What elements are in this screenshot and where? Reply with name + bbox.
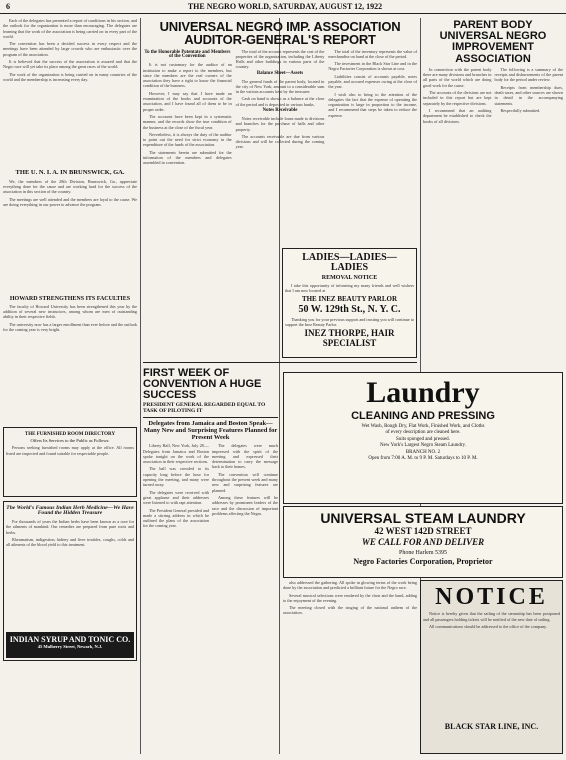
- masthead: [0, 0, 566, 14]
- article-body: Each of the delegates has presented a report of conditions in his section, and the outlook for the organization is more than encouraging. The delegates are learning that the work of the association is being carried on in every part of the world. The convention has been a decided success in every respect and the meetings have been attended by large crowds who are enthusiastic over the program of the association. It is believed that the success of the association is assured and that the Negro race will yet take its place among the great races of the world. The work of the organization is being carried on in many countries of the world and the membership is increasing every day.: [3, 18, 137, 82]
- article-body: The delegates were much impressed with the spirit of the meeting and expressed their determination to carry the message back to their homes. The convention will continue throughout the present week and many new and surprising features are planned. Among these features will be addresses by prominent leaders of the race and the discussion of important problems affecting the Negro.: [212, 443, 278, 516]
- laundry-line: Wet Wash, Rough Dry, Flat Work, Finished Work, and Cloths: [361, 423, 485, 429]
- furnished-room-title: THE FURNISHED ROOM DIRECTORY: [24, 431, 116, 437]
- ad-company: INDIAN SYRUP AND TONIC CO.: [9, 634, 131, 644]
- article-body: It is not customary for the auditor of an institution to make a report to the members, but since the members are the real owners of the association they have a right to know the financial condition of the business. However, I may say that I have made an examination of the books and accounts of the association, and I have found all of them to be in proper order. The accounts have been kept in a systematic manner, and the records show the true condition of the business at the close of the fiscal year. Nevertheless, it is always the duty of the auditor to point out the need for strict economy in the expenditure of the funds of the association. The statements herein are submitted for the information of the members and delegates assembled in convention.: [143, 62, 232, 166]
- article-body: We, the members of the 28th Division, Brunswick, Ga., appreciate everything done for the cause and are working hard for the success of the association in this section of the country. The meetings are well attended and the members are loyal to the cause. We are doing everything in our power to advance the program.: [3, 178, 137, 207]
- notice-body: Notice is hereby given that the sailing of the steamship has been postponed and all passengers holding tickets will be notified of the new date of sailing. All communications should be addressed to the office of the company.: [423, 611, 560, 630]
- article-body: The following is a summary of the receipts and disbursements of the parent body for the period under review. Receipts from membership dues, death taxes, and other sources are shown in detail in the accompanying statements. Respectfully submitted.: [494, 66, 563, 113]
- notice-company: BLACK STAR LINE, INC.: [444, 722, 539, 732]
- column-rule: [140, 18, 141, 754]
- ad-body: For thousands of years the Indian herbs have been known as a cure for the ailments of mankind. Our remedies are prepared from pure roots and herbs. Rheumatism, indigestion, kidney and liver troubles, coughs, colds and all ailments of the blood yield to this treatment.: [6, 519, 134, 548]
- auditor-subhead: To the Honorable Potentate and Members of the Convention: [144, 49, 231, 60]
- masthead-title: THE NEGRO WORLD, SATURDAY, AUGUST 12, 1922: [187, 2, 383, 11]
- ladies-address: 50 W. 129th St., N. Y. C.: [298, 303, 401, 315]
- indian-herb-ad: [3, 501, 137, 661]
- furnished-room-box: [3, 427, 137, 497]
- steam-phone: Phone Harlem 5395: [399, 549, 447, 556]
- laundry-line: of every description are cleaned here.: [385, 430, 461, 436]
- article-body: The total of the inventory represents the value of merchandise on hand at the close of the period. The investment in the Black Star Line and in the Negro Factories Corporation is shown at cost. Liabilities consist of accounts payable, notes payable, and accrued expenses owing at the close of the year. I wish also to bring to the attention of the delegates the fact that the expense of operating the organization is large in proportion to the income, and I recommend that steps be taken to reduce the expense.: [328, 48, 418, 118]
- article-body: also addressed the gathering. All spoke in glowing terms of the work being done by the association and predicted a brilliant future for the Negro race. Several musical selections were rendered by the choir and the band, adding to the enjoyment of the evening. The meeting closed with the singing of the national anthem of the association.: [283, 580, 417, 616]
- laundry-line: Open from 7:00 A. M. to 9 P. M. Saturdays to 10 P. M.: [368, 456, 478, 462]
- ladies-subtitle: REMOVAL NOTICE: [321, 274, 378, 281]
- ladies-body: I take this opportunity of informing my many friends and well wishers that I am now located at: [285, 282, 414, 294]
- first-week-deck: Delegates from Jamaica and Boston Speak—Many New and Surprising Features Planned for Present Week: [143, 420, 278, 441]
- laundry-ad: [283, 372, 563, 504]
- ladies-signature: INEZ THORPE, HAIR SPECIALIST: [304, 328, 395, 348]
- column-4: [423, 18, 563, 368]
- furnished-room-text: Persons seeking furnished rooms may apply at the office. All rooms listed are inspected and found suitable for respectable people.: [6, 445, 134, 456]
- ladies-parlor: THE INEZ BEAUTY PARLOR: [301, 294, 398, 303]
- article-body: The general funds of the parent body, located in the city of New York, amount to a considerable sum in the various accounts kept by the treasurer. Cash on hand is shown as a balance at the close of the period and is deposited in various banks.: [235, 78, 325, 107]
- balance-sheet-subhead: Balance Sheet—Assets: [256, 70, 304, 76]
- page-number: 6: [6, 2, 10, 11]
- laundry-line: New York's Largest Negro Steam Laundry.: [380, 443, 466, 449]
- steam-laundry-ad: [283, 506, 563, 578]
- ad-address: 45 Mulberry Street, Newark, N.J.: [37, 643, 103, 649]
- brunswick-headline: THE U. N. I. A. IN BRUNSWICK, GA.: [15, 169, 125, 176]
- auditor-headline: UNIVERSAL NEGRO IMP. ASSOCIATION AUDITOR-GENERAL'S REPORT: [159, 19, 401, 48]
- article-body: Notes receivable include loans made to divisions and branches for the purchase of halls and other property. The accounts receivable are due from various divisions and will be collected during the coming year.: [235, 115, 325, 150]
- laundry-title: Laundry: [366, 376, 480, 409]
- first-week-headline: FIRST WEEK OF CONVENTION A HUGE SUCCESS: [143, 366, 262, 401]
- howard-headline: HOWARD STRENGTHENS ITS FACULTIES: [9, 295, 131, 302]
- steam-address: 42 WEST 142D STREET: [374, 526, 472, 537]
- column-1: [3, 18, 137, 754]
- furnished-room-subtitle: Offers Its Services to the Public as Follows:: [30, 437, 110, 443]
- steam-title: UNIVERSAL STEAM LAUNDRY: [320, 510, 526, 526]
- article-body: The total of the account represents the cost of the properties of the organization, including the Liberty Halls and other buildings in various parts of the country.: [235, 48, 325, 70]
- laundry-line: BRANCH NO. 2: [405, 449, 441, 455]
- laundry-subtitle: CLEANING AND PRESSING: [351, 409, 495, 422]
- ladies-body: Thanking you for your previous support and trusting you will continue to support the Inez Beauty Parlor.: [285, 316, 414, 328]
- notes-receivable-subhead: Notes Receivable: [262, 108, 298, 114]
- steam-proprietor: Negro Factories Corporation, Proprietor: [353, 556, 493, 566]
- ad-footer: [6, 632, 134, 658]
- ad-headline: The World's Famous Indian Herb Medicine—We Have Found the Hidden Treasure: [6, 504, 134, 517]
- parent-body-headline: PARENT BODY UNIVERSAL NEGRO IMPROVEMENT ASSOCIATION: [439, 19, 547, 65]
- laundry-line: Suits sponged and pressed.: [396, 436, 450, 442]
- first-week-subhead: PRESIDENT GENERAL REGARDED EQUAL TO TASK OF PILOTING IT: [143, 402, 266, 414]
- article-body: Liberty Hall, New York, July 28.—Delegates from Jamaica and Boston spoke tonight on the work of the association in their respective sections. The hall was crowded to its capacity long before the hour for opening the meeting, and many were turned away. The delegates were received with great applause and their addresses were listened to with rapt attention. The President General presided and made a stirring address in which he outlined the plans of the association for the coming year.: [143, 443, 209, 529]
- notice-title: NOTICE: [435, 584, 548, 610]
- article-body: The faculty of Howard University has been strengthened this year by the addition of several new instructors, among whom are men of outstanding ability in their respective fields. The university now has a larger enrollment than ever before and the outlook for the coming year is very bright.: [3, 303, 137, 332]
- article-body: In connection with the parent body there are many divisions and branches in all parts of the world which are doing good work for the cause. The accounts of the divisions are not included in this report but are kept separately by the respective divisions. I recommend that an auditing department be established to check the books of all divisions.: [423, 66, 492, 124]
- ladies-title: LADIES—LADIES—LADIES: [302, 251, 397, 273]
- notice-box: [420, 580, 563, 754]
- steam-call: WE CALL FOR AND DELIVER: [361, 537, 485, 548]
